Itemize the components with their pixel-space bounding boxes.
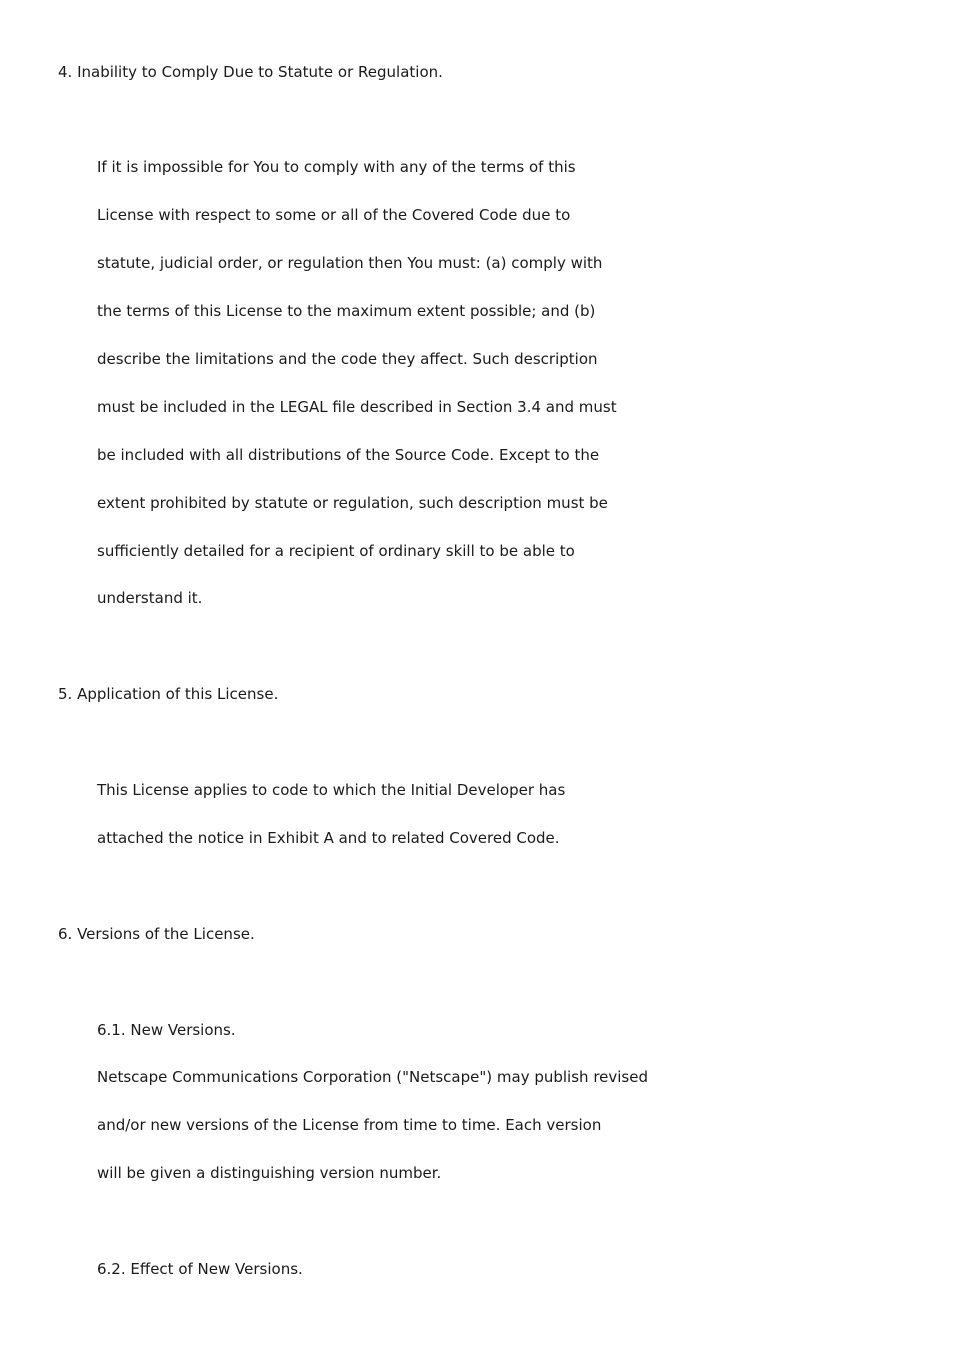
paragraph-line: describe the limitations and the code they affect. Such description [97, 350, 598, 368]
section-5-heading: 5. Application of this License. [58, 685, 279, 703]
paragraph-line: This License applies to code to which the Initial Developer has [97, 781, 566, 799]
paragraph-line: sufficiently detailed for a recipient of ordinary skill to be able to [97, 542, 575, 560]
paragraph-line: and/or new versions of the License from time to time. Each version [97, 1116, 602, 1134]
section-4-heading: 4. Inability to Comply Due to Statute or Regulation. [58, 63, 443, 81]
subsection-6-1-heading: 6.1. New Versions. [97, 1021, 236, 1039]
paragraph-line: attached the notice in Exhibit A and to related Covered Code. [97, 829, 560, 847]
paragraph-line: understand it. [97, 589, 203, 607]
paragraph-line: must be included in the LEGAL file described in Section 3.4 and must [97, 398, 617, 416]
paragraph-line: will be given a distinguishing version number. [97, 1164, 442, 1182]
paragraph-line: statute, judicial order, or regulation then You must: (a) comply with [97, 254, 603, 272]
section-6-heading: 6. Versions of the License. [58, 925, 255, 943]
paragraph-line: extent prohibited by statute or regulation, such description must be [97, 494, 608, 512]
paragraph-line: If it is impossible for You to comply with any of the terms of this [97, 158, 576, 176]
paragraph-line: be included with all distributions of the Source Code. Except to the [97, 446, 600, 464]
paragraph-line: License with respect to some or all of the Covered Code due to [97, 206, 571, 224]
paragraph-line: the terms of this License to the maximum extent possible; and (b) [97, 302, 596, 320]
subsection-6-2-heading: 6.2. Effect of New Versions. [97, 1260, 303, 1278]
paragraph-line: Netscape Communications Corporation ("Netscape") may publish revised [97, 1068, 648, 1086]
